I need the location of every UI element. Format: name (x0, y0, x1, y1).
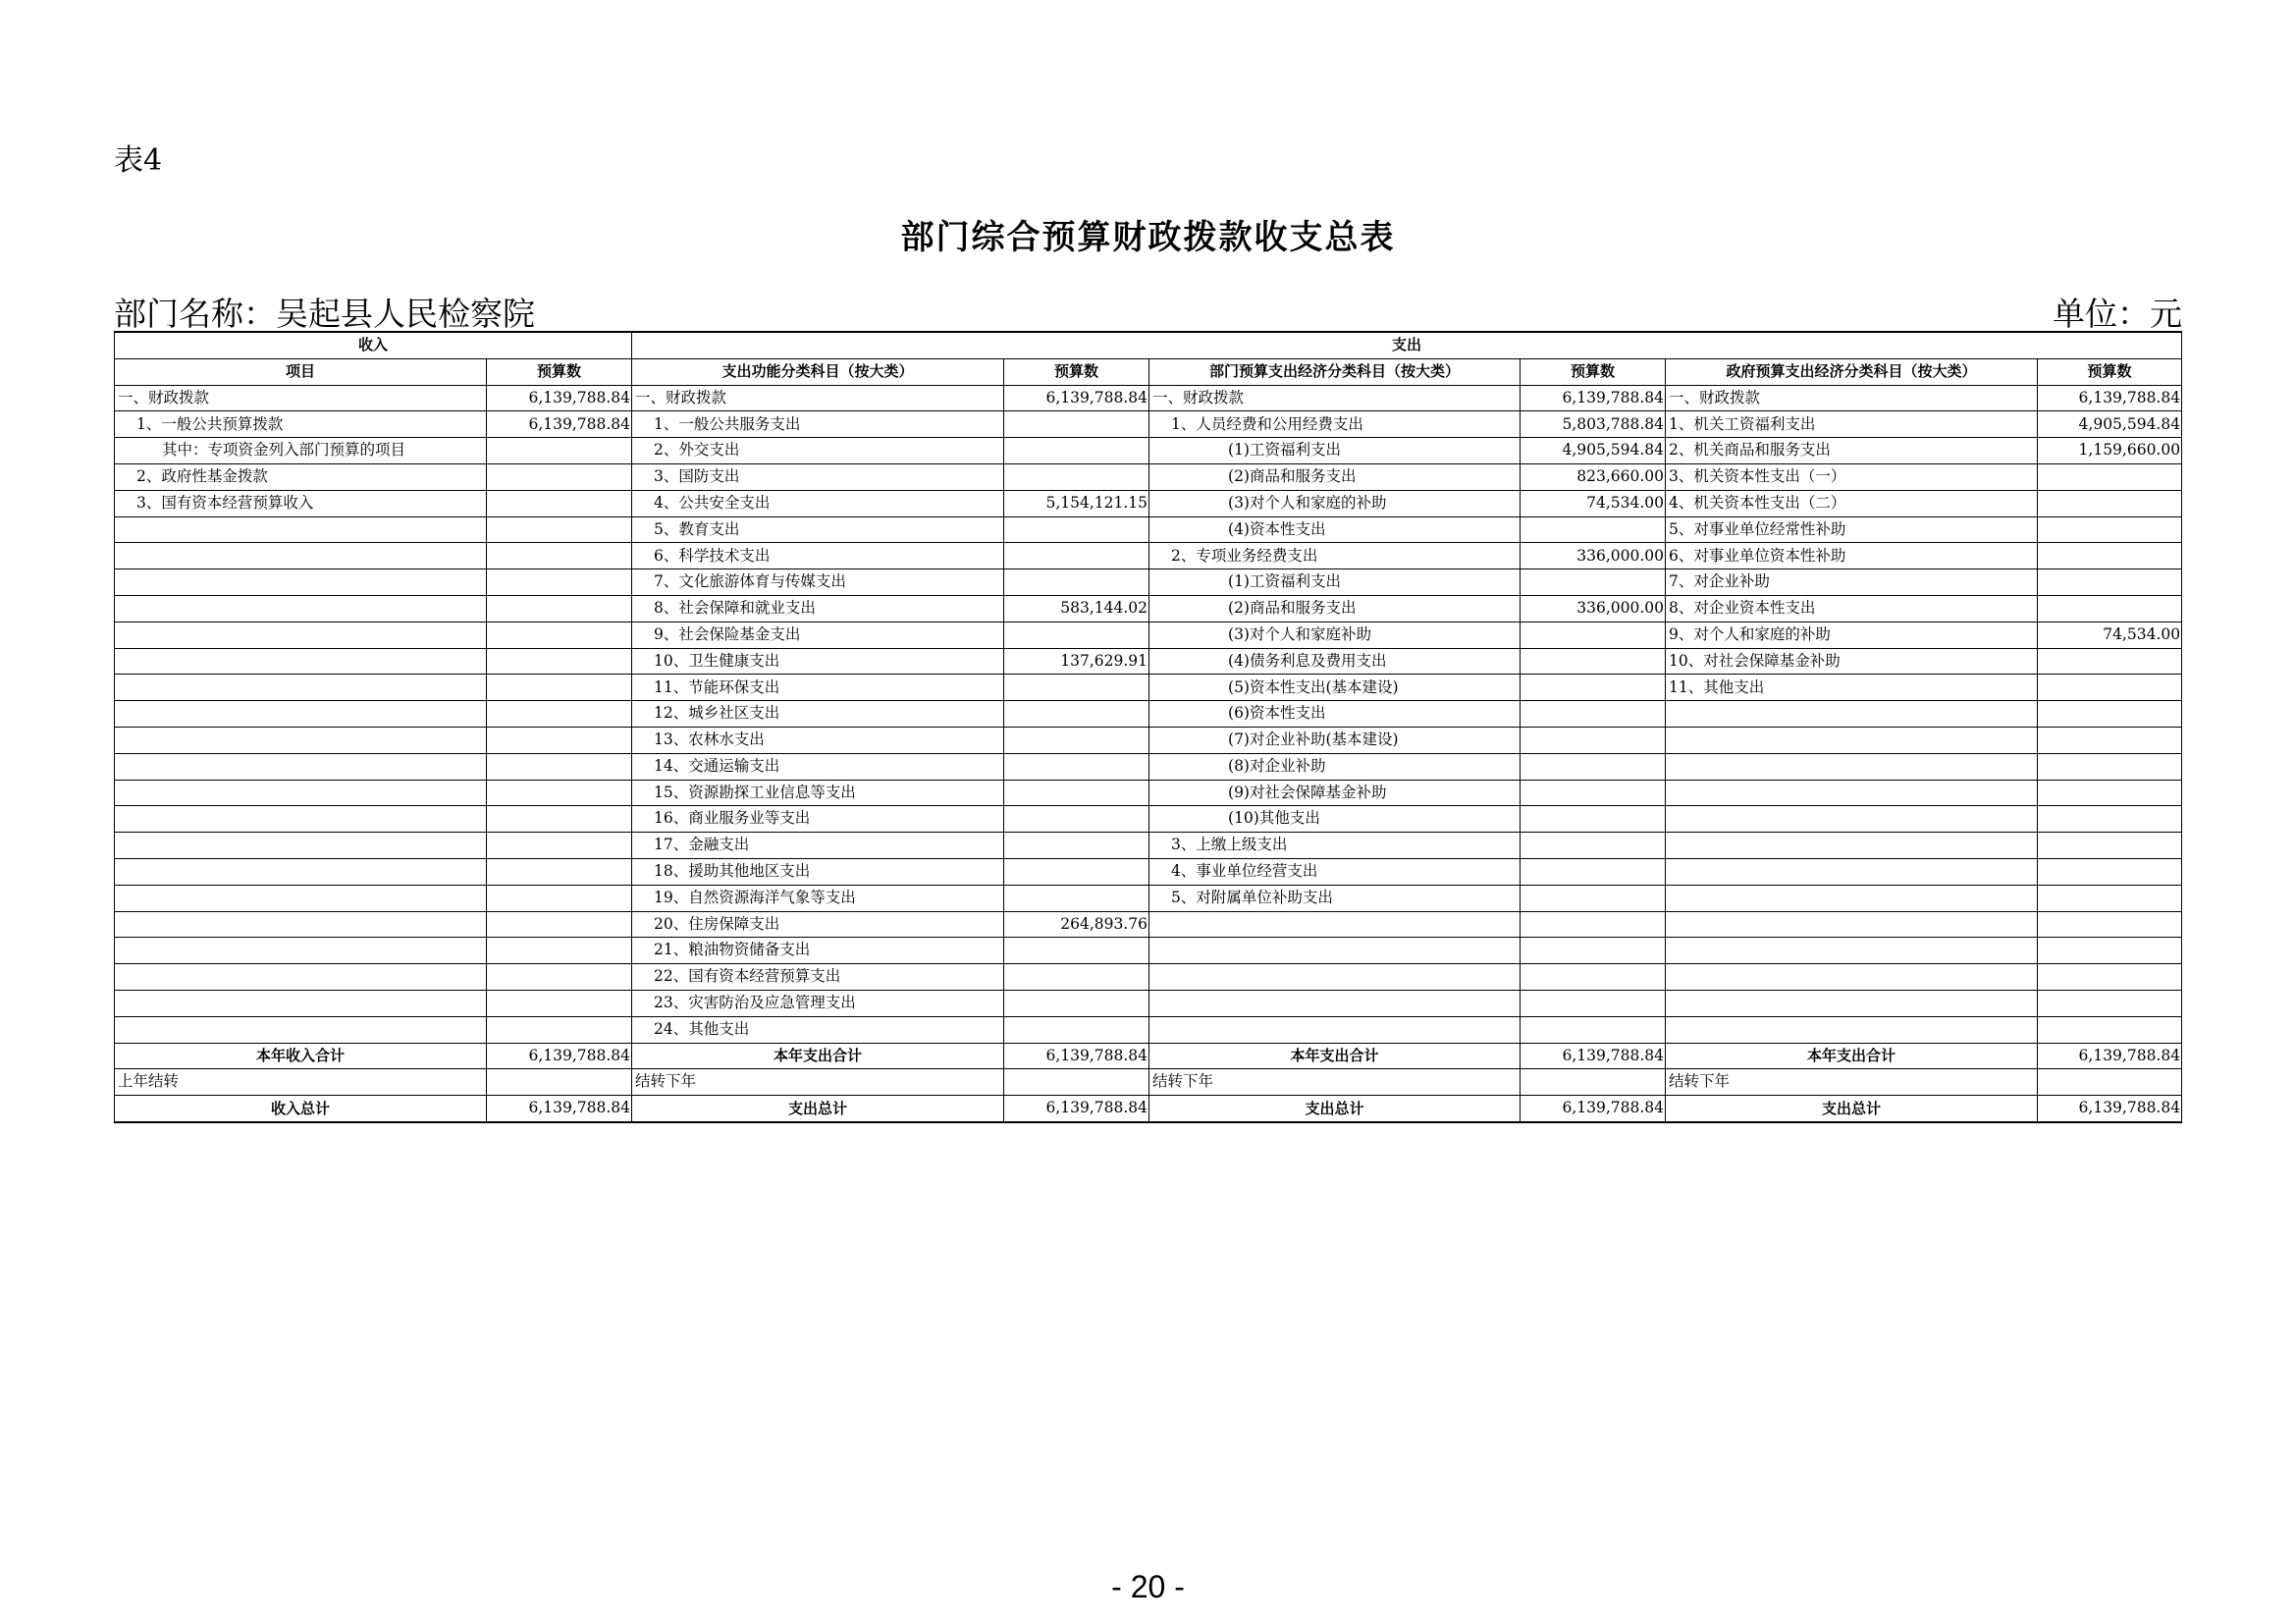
item-cell (1666, 911, 2038, 938)
item-cell (115, 675, 487, 701)
col-header: 预算数 (487, 358, 632, 385)
amount-cell (2038, 885, 2182, 911)
amount-cell (1004, 780, 1149, 806)
item-cell: 24、其他支出 (632, 1016, 1004, 1043)
amount-cell (487, 833, 632, 859)
amount-cell (1004, 1016, 1149, 1043)
table-row (115, 675, 2182, 701)
item-cell (1149, 1016, 1521, 1043)
table-row (115, 858, 2182, 885)
item-cell (1666, 990, 2038, 1016)
amount-cell (1521, 806, 1666, 833)
item-cell: 5、对事业单位经常性补助 (1666, 516, 2038, 543)
item-cell (115, 806, 487, 833)
expense-group-header: 支出 (632, 332, 2182, 358)
carryover-row (115, 1069, 2182, 1096)
amount-cell (2038, 938, 2182, 964)
amount-cell: 336,000.00 (1521, 543, 1666, 569)
item-cell (115, 543, 487, 569)
amount-cell (487, 753, 632, 780)
amount-cell (487, 595, 632, 622)
item-cell (1149, 911, 1521, 938)
amount-cell (1521, 780, 1666, 806)
table-row (115, 463, 2182, 490)
amount-cell: 6,139,788.84 (487, 385, 632, 411)
item-cell (115, 780, 487, 806)
amount-cell (2038, 833, 2182, 859)
amount-cell (2038, 648, 2182, 675)
table-row (115, 885, 2182, 911)
amount-cell: 4,905,594.84 (2038, 411, 2182, 438)
item-cell: 14、交通运输支出 (632, 753, 1004, 780)
item-cell: 一、财政拨款 (632, 385, 1004, 411)
amount-cell (487, 648, 632, 675)
item-cell (115, 595, 487, 622)
amount-cell (487, 911, 632, 938)
amount-cell: 583,144.02 (1004, 595, 1149, 622)
item-cell (1149, 938, 1521, 964)
table-row (115, 411, 2182, 438)
amount-cell (1521, 938, 1666, 964)
item-cell: (1)工资福利支出 (1149, 438, 1521, 464)
table-row (115, 990, 2182, 1016)
item-cell (1666, 1016, 2038, 1043)
amount-cell (487, 990, 632, 1016)
amount-cell (487, 1016, 632, 1043)
item-cell: 1、人员经费和公用经费支出 (1149, 411, 1521, 438)
item-cell (115, 622, 487, 648)
col-header: 支出功能分类科目（按大类） (632, 358, 1004, 385)
item-cell: 8、对企业资本性支出 (1666, 595, 2038, 622)
table-row (115, 490, 2182, 516)
amount-cell (487, 806, 632, 833)
amount-cell (2038, 490, 2182, 516)
item-cell: 一、财政拨款 (115, 385, 487, 411)
year-total-row (115, 1043, 2182, 1069)
item-cell: 3、国防支出 (632, 463, 1004, 490)
amount-cell (2038, 753, 2182, 780)
amount-cell (2038, 595, 2182, 622)
item-cell: 23、灾害防治及应急管理支出 (632, 990, 1004, 1016)
amount-cell (2038, 806, 2182, 833)
amount-cell (1004, 438, 1149, 464)
item-cell: 3、上缴上级支出 (1149, 833, 1521, 859)
amount-cell (2038, 990, 2182, 1016)
item-cell: 3、机关资本性支出（一） (1666, 463, 2038, 490)
col-header: 预算数 (2038, 358, 2182, 385)
table-row (115, 780, 2182, 806)
item-cell: 5、对附属单位补助支出 (1149, 885, 1521, 911)
item-cell (1666, 885, 2038, 911)
item-cell: (3)对个人和家庭补助 (1149, 622, 1521, 648)
item-cell (1666, 727, 2038, 753)
amount-cell: 823,660.00 (1521, 463, 1666, 490)
amount-cell (1004, 463, 1149, 490)
item-cell (1666, 858, 2038, 885)
amount-cell (1521, 516, 1666, 543)
amount-cell (487, 516, 632, 543)
amount-cell: 6,139,788.84 (1004, 1096, 1149, 1122)
item-cell: (6)资本性支出 (1149, 701, 1521, 728)
item-cell (115, 1016, 487, 1043)
item-cell (1149, 990, 1521, 1016)
item-cell: (8)对企业补助 (1149, 753, 1521, 780)
item-cell: 9、社会保险基金支出 (632, 622, 1004, 648)
amount-cell (487, 701, 632, 728)
amount-cell (1521, 858, 1666, 885)
table-row (115, 385, 2182, 411)
column-header-row (115, 358, 2182, 385)
amount-cell (2038, 463, 2182, 490)
amount-cell (1521, 833, 1666, 859)
amount-cell (2038, 675, 2182, 701)
amount-cell (1004, 990, 1149, 1016)
item-cell: (2)商品和服务支出 (1149, 595, 1521, 622)
item-cell (1666, 806, 2038, 833)
item-cell: 2、机关商品和服务支出 (1666, 438, 2038, 464)
amount-cell: 336,000.00 (1521, 595, 1666, 622)
amount-cell (1004, 833, 1149, 859)
amount-cell (487, 622, 632, 648)
col-header: 预算数 (1004, 358, 1149, 385)
amount-cell (1521, 727, 1666, 753)
amount-cell: 6,139,788.84 (1004, 385, 1149, 411)
item-cell: 19、自然资源海洋气象等支出 (632, 885, 1004, 911)
item-cell (115, 569, 487, 596)
item-cell: 结转下年 (1666, 1069, 2038, 1096)
amount-cell (487, 780, 632, 806)
item-cell (1666, 964, 2038, 991)
amount-cell (1004, 1069, 1149, 1096)
item-cell: 2、政府性基金拨款 (115, 463, 487, 490)
item-cell: 本年收入合计 (115, 1043, 487, 1069)
item-cell (1666, 833, 2038, 859)
table-row (115, 806, 2182, 833)
amount-cell (1004, 622, 1149, 648)
item-cell: 2、专项业务经费支出 (1149, 543, 1521, 569)
table-row (115, 911, 2182, 938)
table-row (115, 938, 2182, 964)
amount-cell (1521, 622, 1666, 648)
amount-cell: 6,139,788.84 (487, 1096, 632, 1122)
item-cell: 1、机关工资福利支出 (1666, 411, 2038, 438)
budget-table (114, 331, 2182, 1123)
amount-cell (1004, 701, 1149, 728)
item-cell: 18、援助其他地区支出 (632, 858, 1004, 885)
item-cell: 15、资源勘探工业信息等支出 (632, 780, 1004, 806)
item-cell: (5)资本性支出(基本建设) (1149, 675, 1521, 701)
group-header-row (115, 332, 2182, 358)
amount-cell: 137,629.91 (1004, 648, 1149, 675)
amount-cell (2038, 516, 2182, 543)
amount-cell (1004, 858, 1149, 885)
item-cell (1666, 701, 2038, 728)
item-cell: 本年支出合计 (1666, 1043, 2038, 1069)
amount-cell (487, 964, 632, 991)
item-cell: (10)其他支出 (1149, 806, 1521, 833)
amount-cell: 1,159,660.00 (2038, 438, 2182, 464)
table-row (115, 622, 2182, 648)
table-row (115, 701, 2182, 728)
amount-cell (1004, 727, 1149, 753)
amount-cell: 6,139,788.84 (1521, 385, 1666, 411)
amount-cell: 6,139,788.84 (487, 411, 632, 438)
amount-cell (487, 463, 632, 490)
col-header: 政府预算支出经济分类科目（按大类） (1666, 358, 2038, 385)
amount-cell (1521, 990, 1666, 1016)
amount-cell (1521, 1069, 1666, 1096)
amount-cell (1004, 885, 1149, 911)
item-cell: 1、一般公共预算拨款 (115, 411, 487, 438)
table-row (115, 753, 2182, 780)
department-name: 部门名称：吴起县人民检察院 (114, 295, 535, 333)
item-cell: 5、教育支出 (632, 516, 1004, 543)
amount-cell: 6,139,788.84 (2038, 1096, 2182, 1122)
amount-cell (487, 938, 632, 964)
amount-cell (487, 858, 632, 885)
item-cell: 21、粮油物资储备支出 (632, 938, 1004, 964)
amount-cell: 74,534.00 (1521, 490, 1666, 516)
table-row (115, 543, 2182, 569)
amount-cell (2038, 964, 2182, 991)
amount-cell: 74,534.00 (2038, 622, 2182, 648)
item-cell: 10、对社会保障基金补助 (1666, 648, 2038, 675)
amount-cell (487, 438, 632, 464)
item-cell: (1)工资福利支出 (1149, 569, 1521, 596)
amount-cell (1521, 885, 1666, 911)
item-cell (115, 516, 487, 543)
amount-cell (2038, 727, 2182, 753)
table-number: 表4 (114, 143, 163, 178)
amount-cell (487, 569, 632, 596)
col-header: 项目 (115, 358, 487, 385)
table-row (115, 833, 2182, 859)
item-cell: 6、对事业单位资本性补助 (1666, 543, 2038, 569)
amount-cell (2038, 780, 2182, 806)
item-cell: (4)资本性支出 (1149, 516, 1521, 543)
table-row (115, 516, 2182, 543)
amount-cell (1004, 675, 1149, 701)
item-cell (115, 938, 487, 964)
item-cell (1666, 780, 2038, 806)
amount-cell (1004, 569, 1149, 596)
amount-cell: 6,139,788.84 (2038, 1043, 2182, 1069)
item-cell (115, 885, 487, 911)
item-cell (115, 833, 487, 859)
amount-cell (2038, 1016, 2182, 1043)
amount-cell (1521, 964, 1666, 991)
table-row (115, 727, 2182, 753)
amount-cell (2038, 1069, 2182, 1096)
amount-cell: 5,803,788.84 (1521, 411, 1666, 438)
item-cell (115, 727, 487, 753)
amount-cell (1521, 1016, 1666, 1043)
item-cell: 20、住房保障支出 (632, 911, 1004, 938)
item-cell: 7、对企业补助 (1666, 569, 2038, 596)
amount-cell: 264,893.76 (1004, 911, 1149, 938)
amount-cell (1004, 543, 1149, 569)
table-row (115, 438, 2182, 464)
item-cell: 13、农林水支出 (632, 727, 1004, 753)
col-header: 预算数 (1521, 358, 1666, 385)
item-cell: 17、金融支出 (632, 833, 1004, 859)
amount-cell (487, 885, 632, 911)
item-cell: (3)对个人和家庭的补助 (1149, 490, 1521, 516)
amount-cell: 6,139,788.84 (1004, 1043, 1149, 1069)
item-cell: 结转下年 (1149, 1069, 1521, 1096)
item-cell: (2)商品和服务支出 (1149, 463, 1521, 490)
item-cell: 1、一般公共服务支出 (632, 411, 1004, 438)
amount-cell (1004, 938, 1149, 964)
amount-cell (2038, 701, 2182, 728)
amount-cell (1004, 753, 1149, 780)
amount-cell: 6,139,788.84 (2038, 385, 2182, 411)
item-cell: 支出总计 (1149, 1096, 1521, 1122)
amount-cell (487, 543, 632, 569)
item-cell: 4、事业单位经营支出 (1149, 858, 1521, 885)
amount-cell (1521, 753, 1666, 780)
amount-cell (1521, 911, 1666, 938)
item-cell: 10、卫生健康支出 (632, 648, 1004, 675)
item-cell: 3、国有资本经营预算收入 (115, 490, 487, 516)
amount-cell (2038, 543, 2182, 569)
table-row (115, 648, 2182, 675)
item-cell: 一、财政拨款 (1149, 385, 1521, 411)
item-cell: 4、机关资本性支出（二） (1666, 490, 2038, 516)
item-cell (115, 753, 487, 780)
item-cell: 6、科学技术支出 (632, 543, 1004, 569)
page-number: - 20 - (1111, 1569, 1185, 1604)
income-group-header: 收入 (115, 332, 632, 358)
amount-cell (1004, 411, 1149, 438)
item-cell: 上年结转 (115, 1069, 487, 1096)
item-cell (115, 964, 487, 991)
amount-cell (2038, 858, 2182, 885)
amount-cell (487, 675, 632, 701)
item-cell: 其中：专项资金列入部门预算的项目 (115, 438, 487, 464)
item-cell: (9)对社会保障基金补助 (1149, 780, 1521, 806)
item-cell: 支出总计 (1666, 1096, 2038, 1122)
item-cell: 本年支出合计 (632, 1043, 1004, 1069)
item-cell: 12、城乡社区支出 (632, 701, 1004, 728)
amount-cell (1521, 569, 1666, 596)
item-cell: 7、文化旅游体育与传媒支出 (632, 569, 1004, 596)
amount-cell (2038, 911, 2182, 938)
amount-cell (487, 727, 632, 753)
amount-cell (1521, 701, 1666, 728)
item-cell (1666, 938, 2038, 964)
item-cell: 16、商业服务业等支出 (632, 806, 1004, 833)
col-header: 部门预算支出经济分类科目（按大类） (1149, 358, 1521, 385)
item-cell (115, 911, 487, 938)
item-cell (115, 701, 487, 728)
amount-cell: 6,139,788.84 (1521, 1043, 1666, 1069)
amount-cell (487, 490, 632, 516)
amount-cell (1004, 964, 1149, 991)
item-cell (1149, 964, 1521, 991)
grand-total-row (115, 1096, 2182, 1122)
item-cell (115, 648, 487, 675)
amount-cell (1004, 806, 1149, 833)
item-cell: 一、财政拨款 (1666, 385, 2038, 411)
item-cell: 4、公共安全支出 (632, 490, 1004, 516)
item-cell: 结转下年 (632, 1069, 1004, 1096)
table-row (115, 595, 2182, 622)
item-cell: 本年支出合计 (1149, 1043, 1521, 1069)
table-row (115, 964, 2182, 991)
amount-cell (487, 1069, 632, 1096)
item-cell: (7)对企业补助(基本建设) (1149, 727, 1521, 753)
amount-cell (2038, 569, 2182, 596)
item-cell: 9、对个人和家庭的补助 (1666, 622, 2038, 648)
amount-cell: 4,905,594.84 (1521, 438, 1666, 464)
amount-cell (1521, 675, 1666, 701)
table-row (115, 1016, 2182, 1043)
amount-cell: 6,139,788.84 (487, 1043, 632, 1069)
page-title: 部门综合预算财政拨款收支总表 (900, 218, 1396, 257)
item-cell: 2、外交支出 (632, 438, 1004, 464)
amount-cell: 5,154,121.15 (1004, 490, 1149, 516)
item-cell: 11、节能环保支出 (632, 675, 1004, 701)
amount-cell: 6,139,788.84 (1521, 1096, 1666, 1122)
item-cell: 22、国有资本经营预算支出 (632, 964, 1004, 991)
item-cell: 支出总计 (632, 1096, 1004, 1122)
item-cell: 8、社会保障和就业支出 (632, 595, 1004, 622)
item-cell: 收入总计 (115, 1096, 487, 1122)
item-cell: 11、其他支出 (1666, 675, 2038, 701)
table-row (115, 569, 2182, 596)
amount-cell (1004, 516, 1149, 543)
item-cell (115, 990, 487, 1016)
amount-cell (1521, 648, 1666, 675)
item-cell (115, 858, 487, 885)
item-cell: (4)债务利息及费用支出 (1149, 648, 1521, 675)
item-cell (1666, 753, 2038, 780)
unit-label: 单位：元 (2053, 295, 2182, 333)
